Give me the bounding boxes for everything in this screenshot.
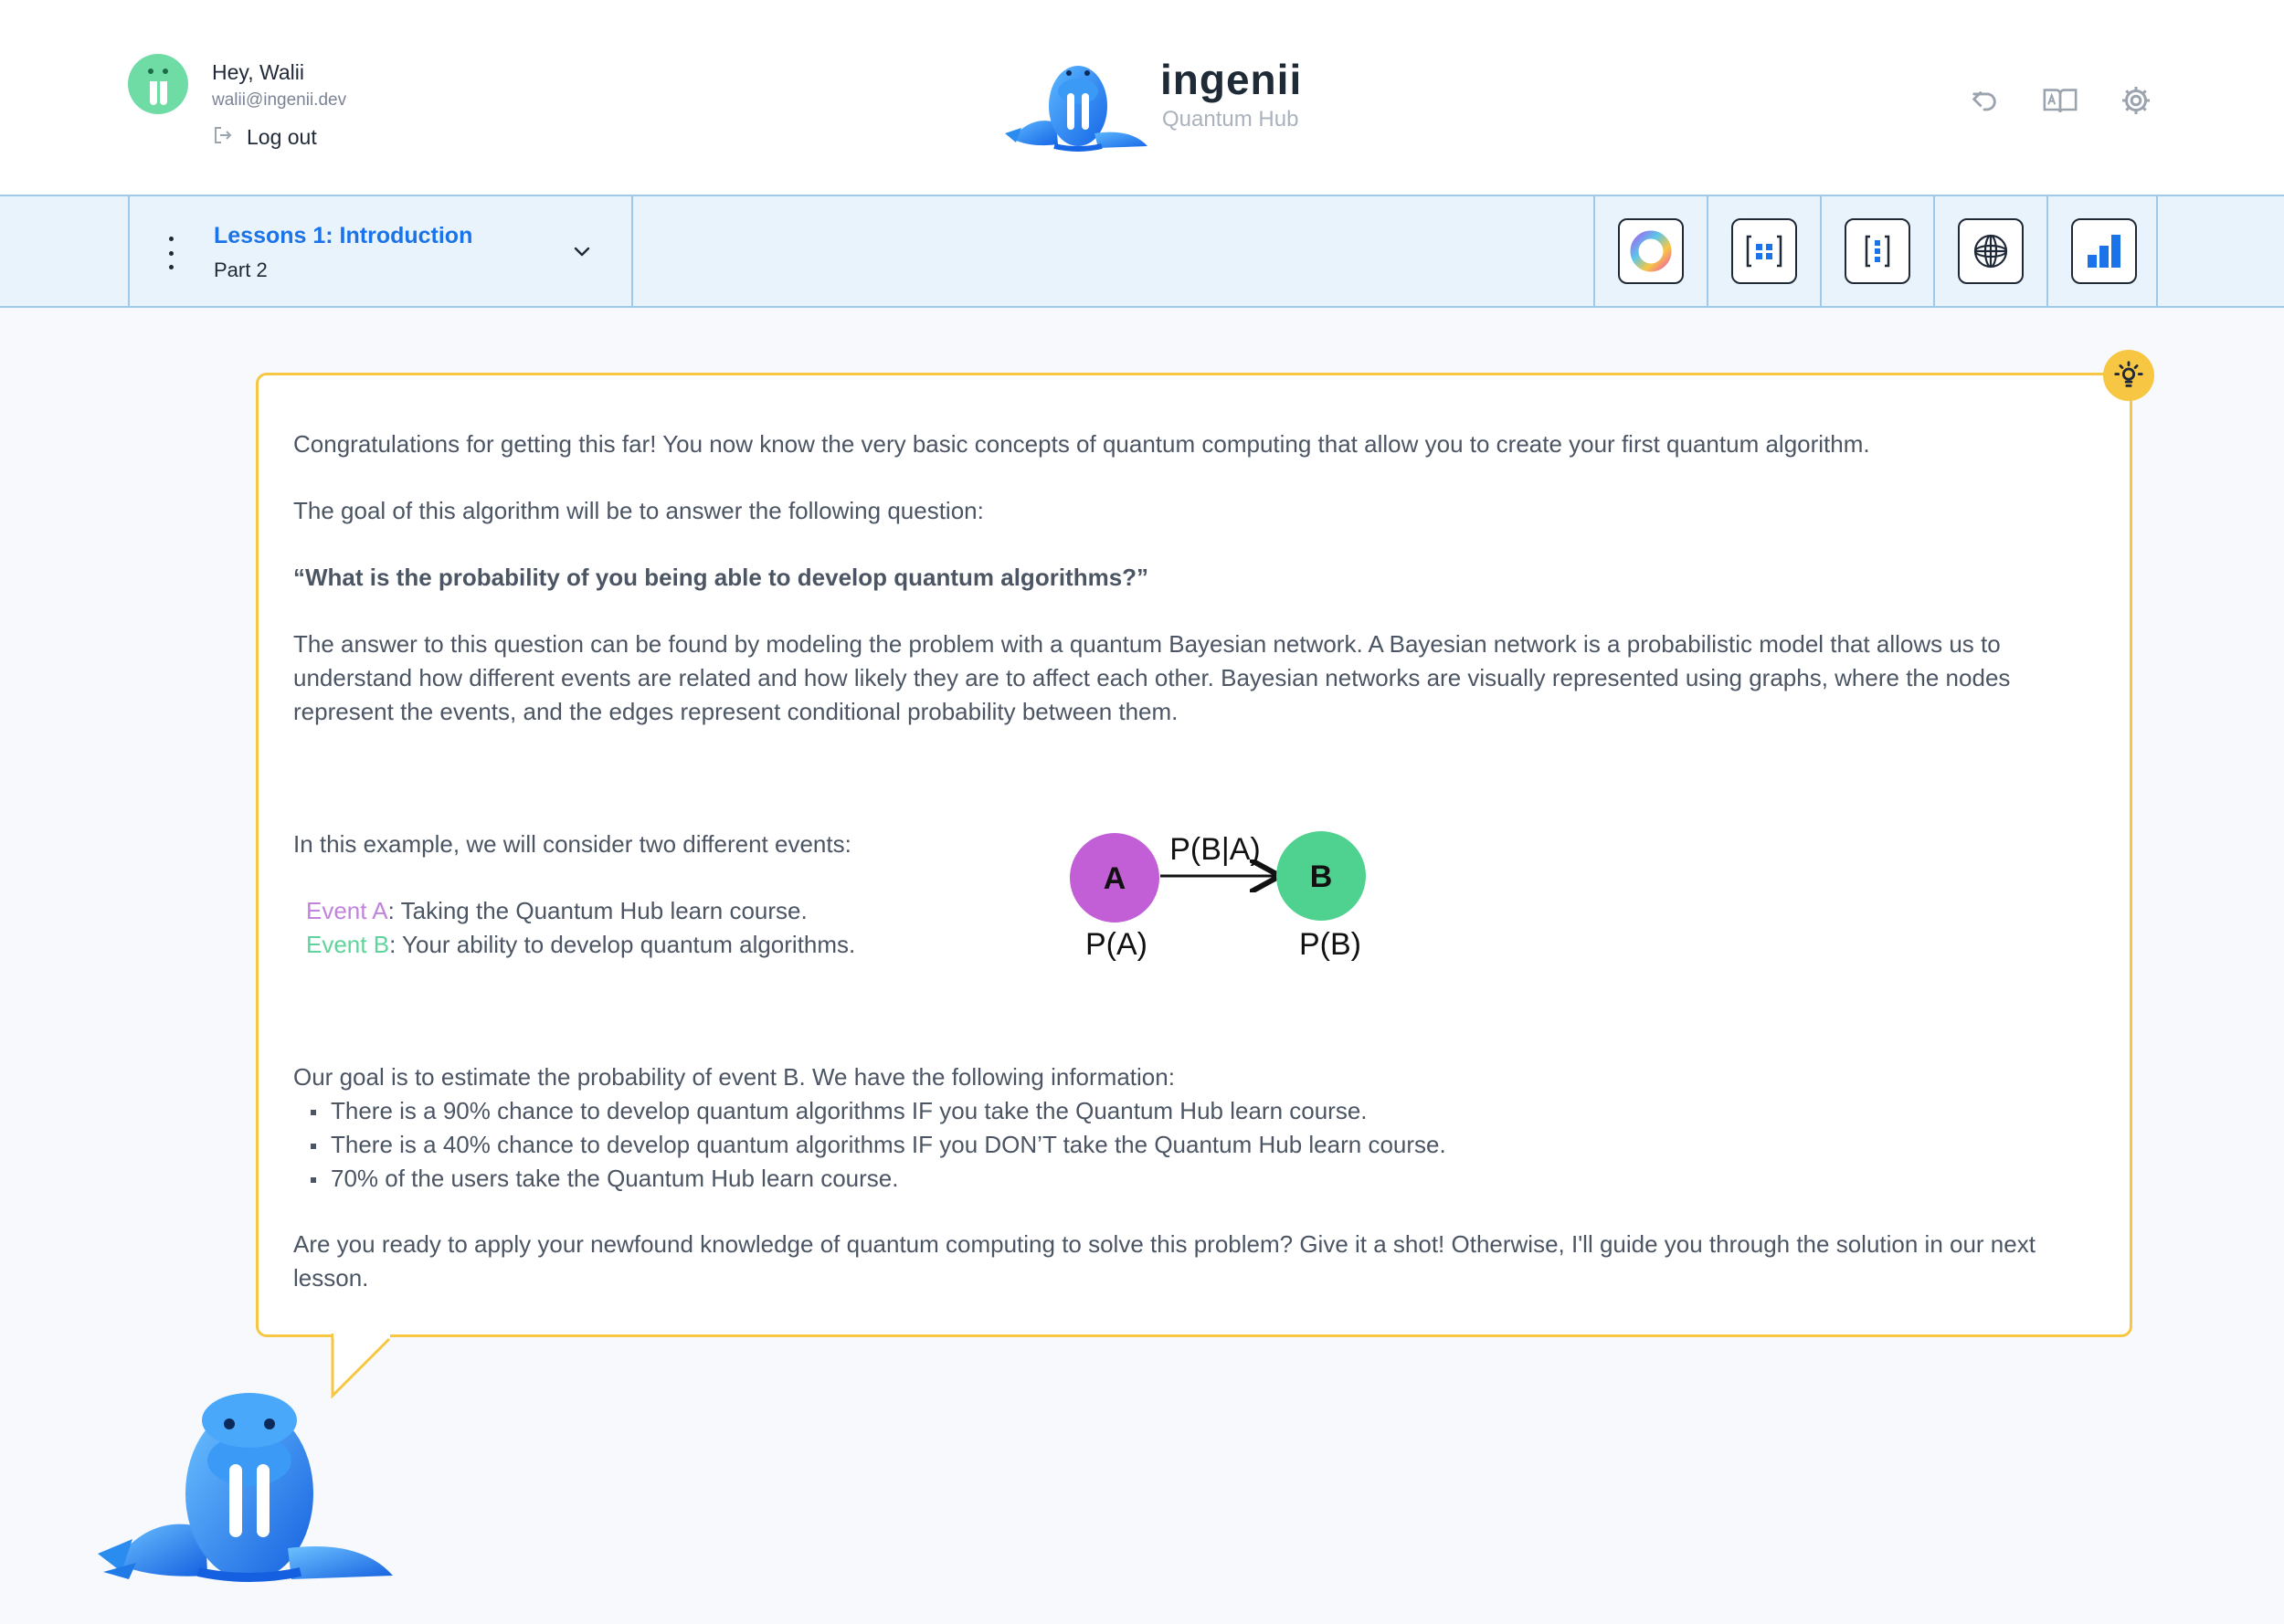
bar-chart-button[interactable] <box>2046 196 2160 306</box>
circuit-icon <box>1845 218 1910 284</box>
lesson-part: Part 2 <box>214 258 268 281</box>
logout-button[interactable] <box>212 124 317 151</box>
edge-label: P(B|A) <box>1169 832 1261 867</box>
bloch-sphere-button[interactable] <box>1933 196 2046 306</box>
information-list <box>309 1094 1446 1196</box>
chevron-down-icon[interactable] <box>568 240 596 267</box>
progress-ring-icon <box>1618 218 1684 284</box>
paragraph-intro: Congratulations for getting this far! You now know the very basic concepts of quantum computing that allow you to create your first quantum algorithm. <box>293 430 1870 458</box>
progress-ring-button[interactable] <box>1593 196 1707 306</box>
node-b-label: B <box>1309 859 1333 894</box>
avatar-eye <box>148 69 153 74</box>
paragraph-estimate: Our goal is to estimate the probability of event B. We have the following information: <box>293 1063 1175 1091</box>
avatar-tusk <box>160 81 167 105</box>
lesson-toolbar <box>0 195 2284 308</box>
lesson-selector[interactable] <box>128 196 633 306</box>
node-a-caption: P(A) <box>1085 927 1147 962</box>
walrus-logo[interactable] <box>1003 51 1158 158</box>
paragraph-goal: The goal of this algorithm will be to answer the following question: <box>293 497 984 524</box>
paragraph-bayesian: The answer to this question can be found by modeling the problem with a quantum Bayesian network. A Bayesian network is a probabilistic model that allows us to understand how different events are related and how likely they are to affect each other. Bayesian networks are visually represented using graphs, where the nodes represent the events, and the edges represent conditional probability between them. <box>293 630 2011 725</box>
bar-chart-icon <box>2071 218 2137 284</box>
event-a-label: Event A <box>306 897 388 924</box>
logout-icon <box>212 124 234 151</box>
walrus-mascot <box>96 1384 397 1589</box>
event-b-description: : Your ability to develop quantum algorithms. <box>389 931 856 958</box>
list-item: There is a 90% chance to develop quantum algorithms IF you take the Quantum Hub learn course. <box>309 1094 1446 1128</box>
book-icon[interactable] <box>2040 80 2080 121</box>
brand-subtitle: Quantum Hub <box>1162 107 1299 132</box>
qubit-grid-icon <box>1731 218 1797 284</box>
bayesian-network-diagram <box>1051 817 1380 973</box>
undo-icon[interactable] <box>1964 80 2004 121</box>
app-header <box>0 0 2284 195</box>
event-b-label: Event B <box>306 931 390 958</box>
paragraph-events: In this example, we will consider two different events: <box>293 830 851 858</box>
event-a-description: : Taking the Quantum Hub learn course. <box>387 897 808 924</box>
node-b-caption: P(B) <box>1299 927 1361 962</box>
lesson-title: Lessons 1: Introduction <box>214 223 473 248</box>
user-email: walii@ingenii.dev <box>212 90 347 110</box>
hint-lightbulb-button[interactable] <box>2103 350 2154 401</box>
list-item: 70% of the users take the Quantum Hub learn course. <box>309 1162 1446 1196</box>
avatar[interactable] <box>128 54 188 114</box>
paragraph-closing: Are you ready to apply your newfound knowledge of quantum computing to solve this problem? Give it a shot! Otherwise, I'll guide you through the solution in our next lesson. <box>293 1230 2036 1292</box>
brand-name: ingenii <box>1160 56 1303 103</box>
avatar-eye <box>163 69 168 74</box>
qubit-grid-button[interactable] <box>1707 196 1820 306</box>
bloch-sphere-icon <box>1958 218 2024 284</box>
list-item: There is a 40% chance to develop quantum algorithms IF you DON’T take the Quantum Hub learn course. <box>309 1128 1446 1162</box>
event-a-line <box>306 894 808 928</box>
circuit-button[interactable] <box>1820 196 1933 306</box>
user-greeting: Hey, Walii <box>212 60 304 84</box>
more-options-icon[interactable] <box>166 237 175 269</box>
gear-icon[interactable] <box>2116 80 2156 121</box>
event-b-line <box>306 928 855 962</box>
logout-label: Log out <box>247 125 317 149</box>
lightbulb-icon <box>2113 360 2144 391</box>
question-text: “What is the probability of you being able to develop quantum algorithms?” <box>293 564 1149 591</box>
node-a-label: A <box>1103 861 1126 896</box>
toolbar-divider <box>2156 196 2158 306</box>
avatar-tusk <box>150 81 157 105</box>
